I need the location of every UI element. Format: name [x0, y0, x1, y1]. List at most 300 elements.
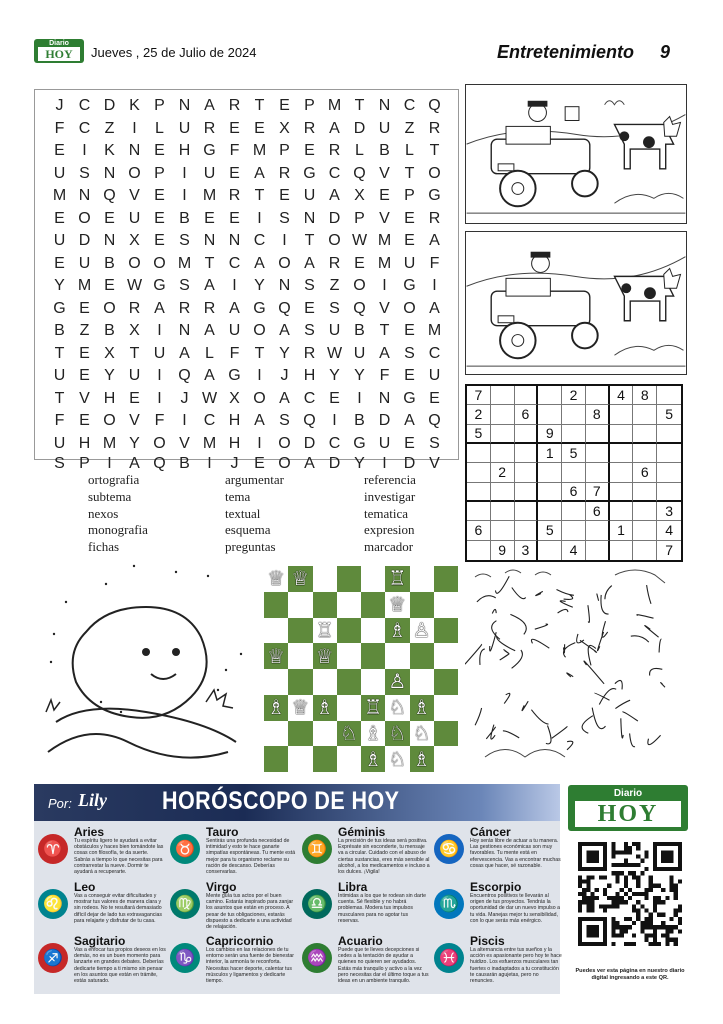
- chess-square: [264, 618, 288, 644]
- sudoku-cell[interactable]: [491, 483, 515, 502]
- word-search-letter: S: [54, 455, 65, 472]
- spot-difference-image-bottom: [465, 231, 687, 375]
- sudoku-cell[interactable]: 7: [467, 386, 491, 405]
- sudoku-cell[interactable]: [538, 463, 562, 482]
- zodiac-icon: ♋: [434, 834, 464, 864]
- word-search-letter: A: [429, 232, 440, 250]
- sudoku-cell[interactable]: [657, 463, 681, 482]
- chess-square: [410, 643, 434, 669]
- word-search-letter: E: [79, 412, 90, 430]
- sudoku-cell[interactable]: [633, 502, 657, 521]
- word-search-word: investigar: [364, 488, 416, 504]
- word-search-letter: M: [202, 187, 217, 205]
- sign-text: Hoy serás libre de actuar a tu manera. Las gestiones económicas son muy favorables. Tu mente está en efervescencia. Vas a encontrar muchas cosas que hacer, sé razonable.: [470, 838, 561, 869]
- word-search-letter: H: [78, 434, 91, 452]
- word-search-word: marcador: [364, 539, 414, 555]
- chess-square: [385, 643, 409, 669]
- chess-square: [264, 721, 288, 747]
- word-search-letter: E: [354, 254, 365, 272]
- sudoku-cell[interactable]: [586, 541, 610, 560]
- word-search-letter: R: [178, 299, 191, 317]
- zodiac-icon: ♐: [38, 943, 68, 973]
- sudoku-cell[interactable]: 6: [515, 405, 539, 424]
- sudoku-cell[interactable]: [657, 444, 681, 463]
- word-search-letter: U: [428, 367, 441, 385]
- sudoku-cell[interactable]: [467, 463, 491, 482]
- sudoku-cell[interactable]: [467, 502, 491, 521]
- sudoku-cell[interactable]: 5: [538, 521, 562, 540]
- word-search-letter: T: [429, 142, 440, 160]
- logo-large-hoy-text: HOY: [575, 801, 681, 827]
- sudoku-cell[interactable]: 5: [657, 405, 681, 424]
- sudoku-cell[interactable]: [491, 444, 515, 463]
- word-search-letter: N: [303, 209, 316, 227]
- sudoku-cell[interactable]: [491, 521, 515, 540]
- chess-square: [434, 721, 458, 747]
- sudoku-cell[interactable]: [538, 502, 562, 521]
- chess-square: ♕: [385, 592, 409, 618]
- sudoku-cell[interactable]: 9: [538, 425, 562, 444]
- word-search-letter: R: [128, 299, 141, 317]
- word-search-letter: X: [279, 119, 290, 137]
- sudoku-cell[interactable]: [538, 483, 562, 502]
- sign-name: Aries: [74, 825, 105, 839]
- sudoku-cell[interactable]: 8: [633, 386, 657, 405]
- sudoku-cell[interactable]: [657, 386, 681, 405]
- sudoku-cell[interactable]: [657, 425, 681, 444]
- sign-text: Vas a enfocar tus propios deseos en los demás, no es un buen momento para lanzarte en grandes debates. Deberías dedicarte tiempo a ti mismo sin pensar en los asuntos que están en trámite, estás saturado.: [74, 947, 166, 985]
- word-search-letter: I: [82, 142, 87, 160]
- word-search-letter: Q: [103, 187, 116, 205]
- word-search-letter: O: [253, 322, 266, 340]
- sudoku-cell[interactable]: [538, 405, 562, 424]
- sudoku-cell[interactable]: [515, 502, 539, 521]
- sudoku-cell[interactable]: 1: [538, 444, 562, 463]
- word-search-letter: Q: [353, 164, 366, 182]
- sudoku-cell[interactable]: 1: [610, 521, 634, 540]
- word-search-letter: F: [54, 119, 65, 137]
- sign-name: Virgo: [206, 880, 237, 894]
- chess-square: ♕: [288, 695, 312, 721]
- diario-hoy-logo-large: [568, 785, 688, 831]
- word-search-letter: B: [379, 142, 390, 160]
- word-search-letter: E: [229, 164, 240, 182]
- word-search-letter: X: [129, 322, 140, 340]
- sudoku-cell[interactable]: [586, 521, 610, 540]
- horoscope-banner: [34, 784, 560, 821]
- sudoku-cell[interactable]: [515, 444, 539, 463]
- sudoku-cell[interactable]: [610, 425, 634, 444]
- horoscope-sign: [38, 825, 166, 879]
- word-search-letter: Q: [303, 412, 316, 430]
- chess-square: ♗: [313, 695, 337, 721]
- word-search-letter: Y: [354, 455, 365, 472]
- word-search-letter: U: [128, 367, 141, 385]
- sudoku-cell[interactable]: [515, 483, 539, 502]
- word-search-letter: D: [378, 412, 391, 430]
- word-search-letter: V: [379, 299, 390, 317]
- chess-square: [361, 643, 385, 669]
- spot-difference-image-top: [465, 84, 687, 224]
- word-search-letter: I: [157, 389, 162, 407]
- word-search-word-list: [88, 472, 448, 560]
- word-search-letter: U: [53, 367, 66, 385]
- word-search-word: fichas: [88, 539, 120, 555]
- word-search-letter: E: [79, 367, 90, 385]
- word-search-letter: R: [328, 142, 341, 160]
- word-search-letter: X: [104, 344, 115, 362]
- sudoku-cell[interactable]: [610, 483, 634, 502]
- word-search-letter: O: [428, 164, 441, 182]
- word-search-letter: A: [329, 119, 340, 137]
- sudoku-cell[interactable]: 3: [515, 541, 539, 560]
- sudoku-cell[interactable]: [515, 463, 539, 482]
- word-search-letter: O: [153, 434, 166, 452]
- word-search-word: referencia: [364, 472, 416, 487]
- word-search-letter: N: [103, 232, 116, 250]
- word-search-letter: U: [403, 254, 416, 272]
- section-title: Entretenimiento: [497, 42, 635, 62]
- sudoku-cell[interactable]: [538, 386, 562, 405]
- chess-square: [288, 643, 312, 669]
- sudoku-cell[interactable]: [515, 386, 539, 405]
- word-search-letter: U: [53, 164, 66, 182]
- sudoku-cell[interactable]: [562, 405, 586, 424]
- car-cow-illustration-bottom: [466, 232, 686, 374]
- word-search-letter: I: [232, 277, 237, 295]
- word-search-letter: M: [102, 434, 117, 452]
- word-search-letter: A: [304, 455, 315, 472]
- word-search-letter: F: [379, 367, 390, 385]
- sign-name: Libra: [338, 880, 368, 894]
- word-search-letter: V: [429, 455, 440, 472]
- word-search-letter: E: [429, 389, 440, 407]
- word-search-letter: H: [303, 367, 316, 385]
- chess-square: [337, 592, 361, 618]
- word-search-letter: P: [279, 142, 290, 160]
- sign-name: Leo: [74, 880, 96, 894]
- word-search-letter: B: [354, 322, 365, 340]
- chess-square: ♕: [288, 566, 312, 592]
- chess-square: ♗: [264, 695, 288, 721]
- word-search-word: monografia: [88, 522, 148, 538]
- sudoku-cell[interactable]: 7: [665, 542, 673, 559]
- sudoku-cell[interactable]: 8: [586, 405, 610, 424]
- word-search-letter: E: [104, 277, 115, 295]
- sudoku-cell[interactable]: 9: [491, 541, 515, 560]
- sudoku-cell[interactable]: 7: [586, 483, 610, 502]
- diario-hoy-logo: [34, 39, 84, 63]
- chess-square: [434, 618, 458, 644]
- logo-large-diario-text: Diario: [613, 788, 643, 799]
- sudoku-cell[interactable]: [633, 541, 657, 560]
- sudoku-cell[interactable]: [610, 463, 634, 482]
- word-search-letter: E: [129, 389, 140, 407]
- word-search-letter: B: [354, 412, 365, 430]
- word-search-letter: A: [179, 344, 190, 362]
- word-search-letter: D: [328, 455, 341, 472]
- word-search-letter: Q: [428, 97, 441, 115]
- chess-square: [313, 566, 337, 592]
- sudoku-cell[interactable]: [562, 521, 586, 540]
- chess-square: [337, 618, 361, 644]
- word-search-letter: Y: [104, 367, 115, 385]
- sign-name: Escorpio: [470, 880, 522, 894]
- word-search-letter: R: [228, 97, 241, 115]
- word-search-letter: I: [282, 232, 287, 250]
- chess-square: ♘: [385, 746, 409, 772]
- word-search-letter: A: [254, 412, 265, 430]
- sudoku-cell[interactable]: [491, 425, 515, 444]
- word-search-letter: H: [178, 142, 191, 160]
- word-search-letter: T: [54, 344, 65, 362]
- word-search-letter: V: [79, 389, 90, 407]
- word-search-letter: A: [204, 367, 215, 385]
- word-search-letter: R: [278, 164, 291, 182]
- sudoku-cell[interactable]: [610, 541, 634, 560]
- word-search-letter: I: [107, 455, 112, 472]
- word-search-letter: P: [304, 97, 315, 115]
- word-search-letter: I: [182, 164, 187, 182]
- word-search-letter: F: [429, 254, 440, 272]
- word-search-letter: M: [52, 187, 67, 205]
- word-search-letter: J: [230, 455, 239, 472]
- sudoku-cell[interactable]: [491, 386, 515, 405]
- sudoku-cell[interactable]: [515, 425, 539, 444]
- sudoku-cell[interactable]: 6: [562, 483, 586, 502]
- sudoku-cell[interactable]: [562, 502, 586, 521]
- chess-square: [337, 746, 361, 772]
- word-search-letter: I: [257, 209, 262, 227]
- word-search-letter: E: [154, 232, 165, 250]
- word-search-letter: E: [404, 209, 415, 227]
- word-search-letter: M: [177, 254, 192, 272]
- sign-text: Sentirás una profunda necesidad de intimidad y esto te hace ganarte simpatías espontáneas. Tu mente está mejor para tu organismo reclame su ración de descanso. Deberías conservarlas.: [206, 838, 296, 876]
- sudoku-cell[interactable]: 5: [562, 444, 586, 463]
- sudoku-cell[interactable]: [562, 463, 586, 482]
- word-search-letter: T: [254, 344, 265, 362]
- word-search-letter: T: [254, 97, 265, 115]
- word-search-letter: P: [79, 455, 90, 472]
- sudoku-cell[interactable]: [467, 444, 491, 463]
- horoscope-sign: [434, 880, 562, 934]
- word-search-letter: E: [279, 97, 290, 115]
- word-search-letter: I: [157, 367, 162, 385]
- chess-square: [434, 643, 458, 669]
- word-search-letter: O: [253, 389, 266, 407]
- chess-square: ♗: [410, 695, 434, 721]
- sudoku-cell[interactable]: [610, 405, 634, 424]
- sudoku-cell[interactable]: [633, 405, 657, 424]
- sign-name: Géminis: [338, 825, 386, 839]
- word-search-letter: R: [428, 119, 441, 137]
- word-search-letter: S: [179, 277, 190, 295]
- word-search-letter: L: [205, 344, 214, 362]
- word-search-letter: O: [103, 299, 116, 317]
- sudoku-cell[interactable]: [610, 444, 634, 463]
- sudoku-cell[interactable]: 4: [657, 521, 681, 540]
- word-search-letter: B: [104, 254, 115, 272]
- word-search-letter: E: [54, 142, 65, 160]
- sudoku-cell[interactable]: [467, 483, 491, 502]
- sudoku-cell[interactable]: 6: [467, 521, 491, 540]
- word-search-letter: I: [432, 277, 437, 295]
- chess-square: ♘: [410, 721, 434, 747]
- sudoku-cell[interactable]: [633, 483, 657, 502]
- sudoku-cell[interactable]: [586, 386, 610, 405]
- chess-square: ♘: [337, 721, 361, 747]
- car-cow-illustration-top: [466, 85, 686, 223]
- word-search-letter: Y: [279, 344, 290, 362]
- horoscope-author-prefix: Por:: [48, 796, 72, 811]
- word-search-letter: A: [279, 322, 290, 340]
- word-search-letter: U: [53, 434, 66, 452]
- word-search-letter: D: [103, 97, 116, 115]
- word-search-letter: I: [382, 277, 387, 295]
- connect-the-dots-lion: [36, 562, 258, 774]
- word-search-letter: J: [280, 367, 289, 385]
- sign-name: Capricornio: [206, 934, 274, 948]
- word-search-word: ortografia: [88, 472, 140, 487]
- word-search-letter: T: [404, 164, 415, 182]
- sudoku-cell[interactable]: 6: [633, 463, 657, 482]
- horoscope-author: Lily: [78, 790, 107, 810]
- zodiac-icon: ♉: [170, 834, 200, 864]
- word-search-letter: Z: [104, 119, 115, 137]
- word-search-letter: N: [178, 322, 191, 340]
- sudoku-cell[interactable]: 2: [491, 463, 515, 482]
- word-search-letter: W: [326, 344, 343, 362]
- word-search-letter: X: [229, 389, 240, 407]
- word-search-letter: G: [428, 187, 441, 205]
- word-search-letter: W: [351, 232, 368, 250]
- word-search-letter: I: [332, 412, 337, 430]
- word-search-letter: T: [354, 97, 365, 115]
- horoscope-sign: [434, 825, 562, 879]
- word-search-grid: [47, 95, 447, 472]
- word-search-letter: S: [179, 232, 190, 250]
- chess-square: [264, 592, 288, 618]
- sudoku-cell[interactable]: 4: [610, 386, 634, 405]
- word-search-letter: F: [54, 412, 65, 430]
- sudoku-cell[interactable]: 6: [586, 502, 610, 521]
- word-search-letter: I: [257, 367, 262, 385]
- word-search-letter: A: [229, 299, 240, 317]
- sudoku-cell[interactable]: [562, 425, 586, 444]
- sudoku-cell[interactable]: 4: [562, 541, 586, 560]
- word-search-letter: M: [252, 142, 267, 160]
- word-search-letter: P: [404, 187, 415, 205]
- chess-square: [337, 643, 361, 669]
- sudoku-cell[interactable]: [538, 541, 562, 560]
- word-search-letter: T: [129, 344, 140, 362]
- word-search-letter: J: [180, 389, 189, 407]
- sudoku-cell[interactable]: [633, 425, 657, 444]
- sudoku-cell[interactable]: [633, 521, 657, 540]
- chess-square: [313, 592, 337, 618]
- word-search-letter: U: [78, 254, 91, 272]
- sudoku-cell[interactable]: [491, 405, 515, 424]
- sudoku-cell[interactable]: 2: [467, 405, 491, 424]
- word-search-letter: E: [404, 367, 415, 385]
- word-search-letter: T: [54, 389, 65, 407]
- chess-puzzle: [261, 563, 459, 774]
- sudoku-cell[interactable]: [610, 502, 634, 521]
- word-search-letter: C: [328, 164, 341, 182]
- word-search-letter: U: [128, 209, 141, 227]
- word-search-letter: C: [403, 97, 416, 115]
- word-search-letter: H: [228, 412, 241, 430]
- qr-code[interactable]: [578, 842, 682, 946]
- word-search-letter: U: [203, 164, 216, 182]
- horoscope-sign: [434, 934, 562, 988]
- word-search-letter: Z: [329, 277, 340, 295]
- word-search-letter: U: [178, 119, 191, 137]
- word-search-letter: G: [203, 142, 216, 160]
- word-search-letter: R: [303, 119, 316, 137]
- word-search-letter: S: [79, 164, 90, 182]
- word-search-letter: Z: [79, 322, 90, 340]
- chess-square: [410, 669, 434, 695]
- chess-square: [288, 669, 312, 695]
- horoscope-sign: [302, 934, 430, 988]
- word-search-letter: P: [154, 164, 165, 182]
- sudoku-cell[interactable]: [586, 425, 610, 444]
- horoscope-sign: [170, 934, 298, 988]
- chess-square: ♕: [264, 643, 288, 669]
- word-search-letter: D: [403, 455, 416, 472]
- word-search-letter: J: [55, 97, 64, 115]
- sudoku-cell[interactable]: [491, 502, 515, 521]
- sudoku-cell[interactable]: [657, 483, 681, 502]
- word-search-letter: E: [154, 209, 165, 227]
- word-search-letter: E: [304, 142, 315, 160]
- word-search-letter: O: [128, 164, 141, 182]
- word-search-letter: Y: [54, 277, 65, 295]
- word-search-letter: M: [202, 434, 217, 452]
- word-search-letter: S: [429, 434, 440, 452]
- chess-square: [361, 618, 385, 644]
- chess-square: [337, 566, 361, 592]
- word-search-letter: N: [128, 142, 141, 160]
- word-search-letter: M: [427, 322, 442, 340]
- word-search-letter: O: [403, 299, 416, 317]
- chess-square: [288, 746, 312, 772]
- sudoku-cell[interactable]: 5: [467, 425, 491, 444]
- word-search-letter: U: [378, 119, 391, 137]
- horoscope-sign: [38, 934, 166, 988]
- word-search-letter: R: [228, 187, 241, 205]
- word-search-letter: B: [179, 209, 190, 227]
- sudoku-cell[interactable]: [586, 463, 610, 482]
- sudoku-cell[interactable]: [515, 521, 539, 540]
- chess-square: ♗: [385, 618, 409, 644]
- sudoku-cell[interactable]: [467, 541, 491, 560]
- word-search-letter: R: [203, 119, 216, 137]
- chess-square: ♙: [385, 669, 409, 695]
- word-search-letter: E: [254, 119, 265, 137]
- word-search-word: expresion: [364, 522, 415, 538]
- sudoku-cell[interactable]: 2: [562, 386, 586, 405]
- word-search-letter: O: [353, 277, 366, 295]
- word-search-letter: G: [403, 277, 416, 295]
- word-search-letter: R: [203, 299, 216, 317]
- sudoku-cell[interactable]: 3: [657, 502, 681, 521]
- word-search-letter: A: [154, 299, 165, 317]
- sudoku-cell[interactable]: [586, 444, 610, 463]
- sudoku-cell[interactable]: [633, 444, 657, 463]
- chess-square: ♙: [410, 618, 434, 644]
